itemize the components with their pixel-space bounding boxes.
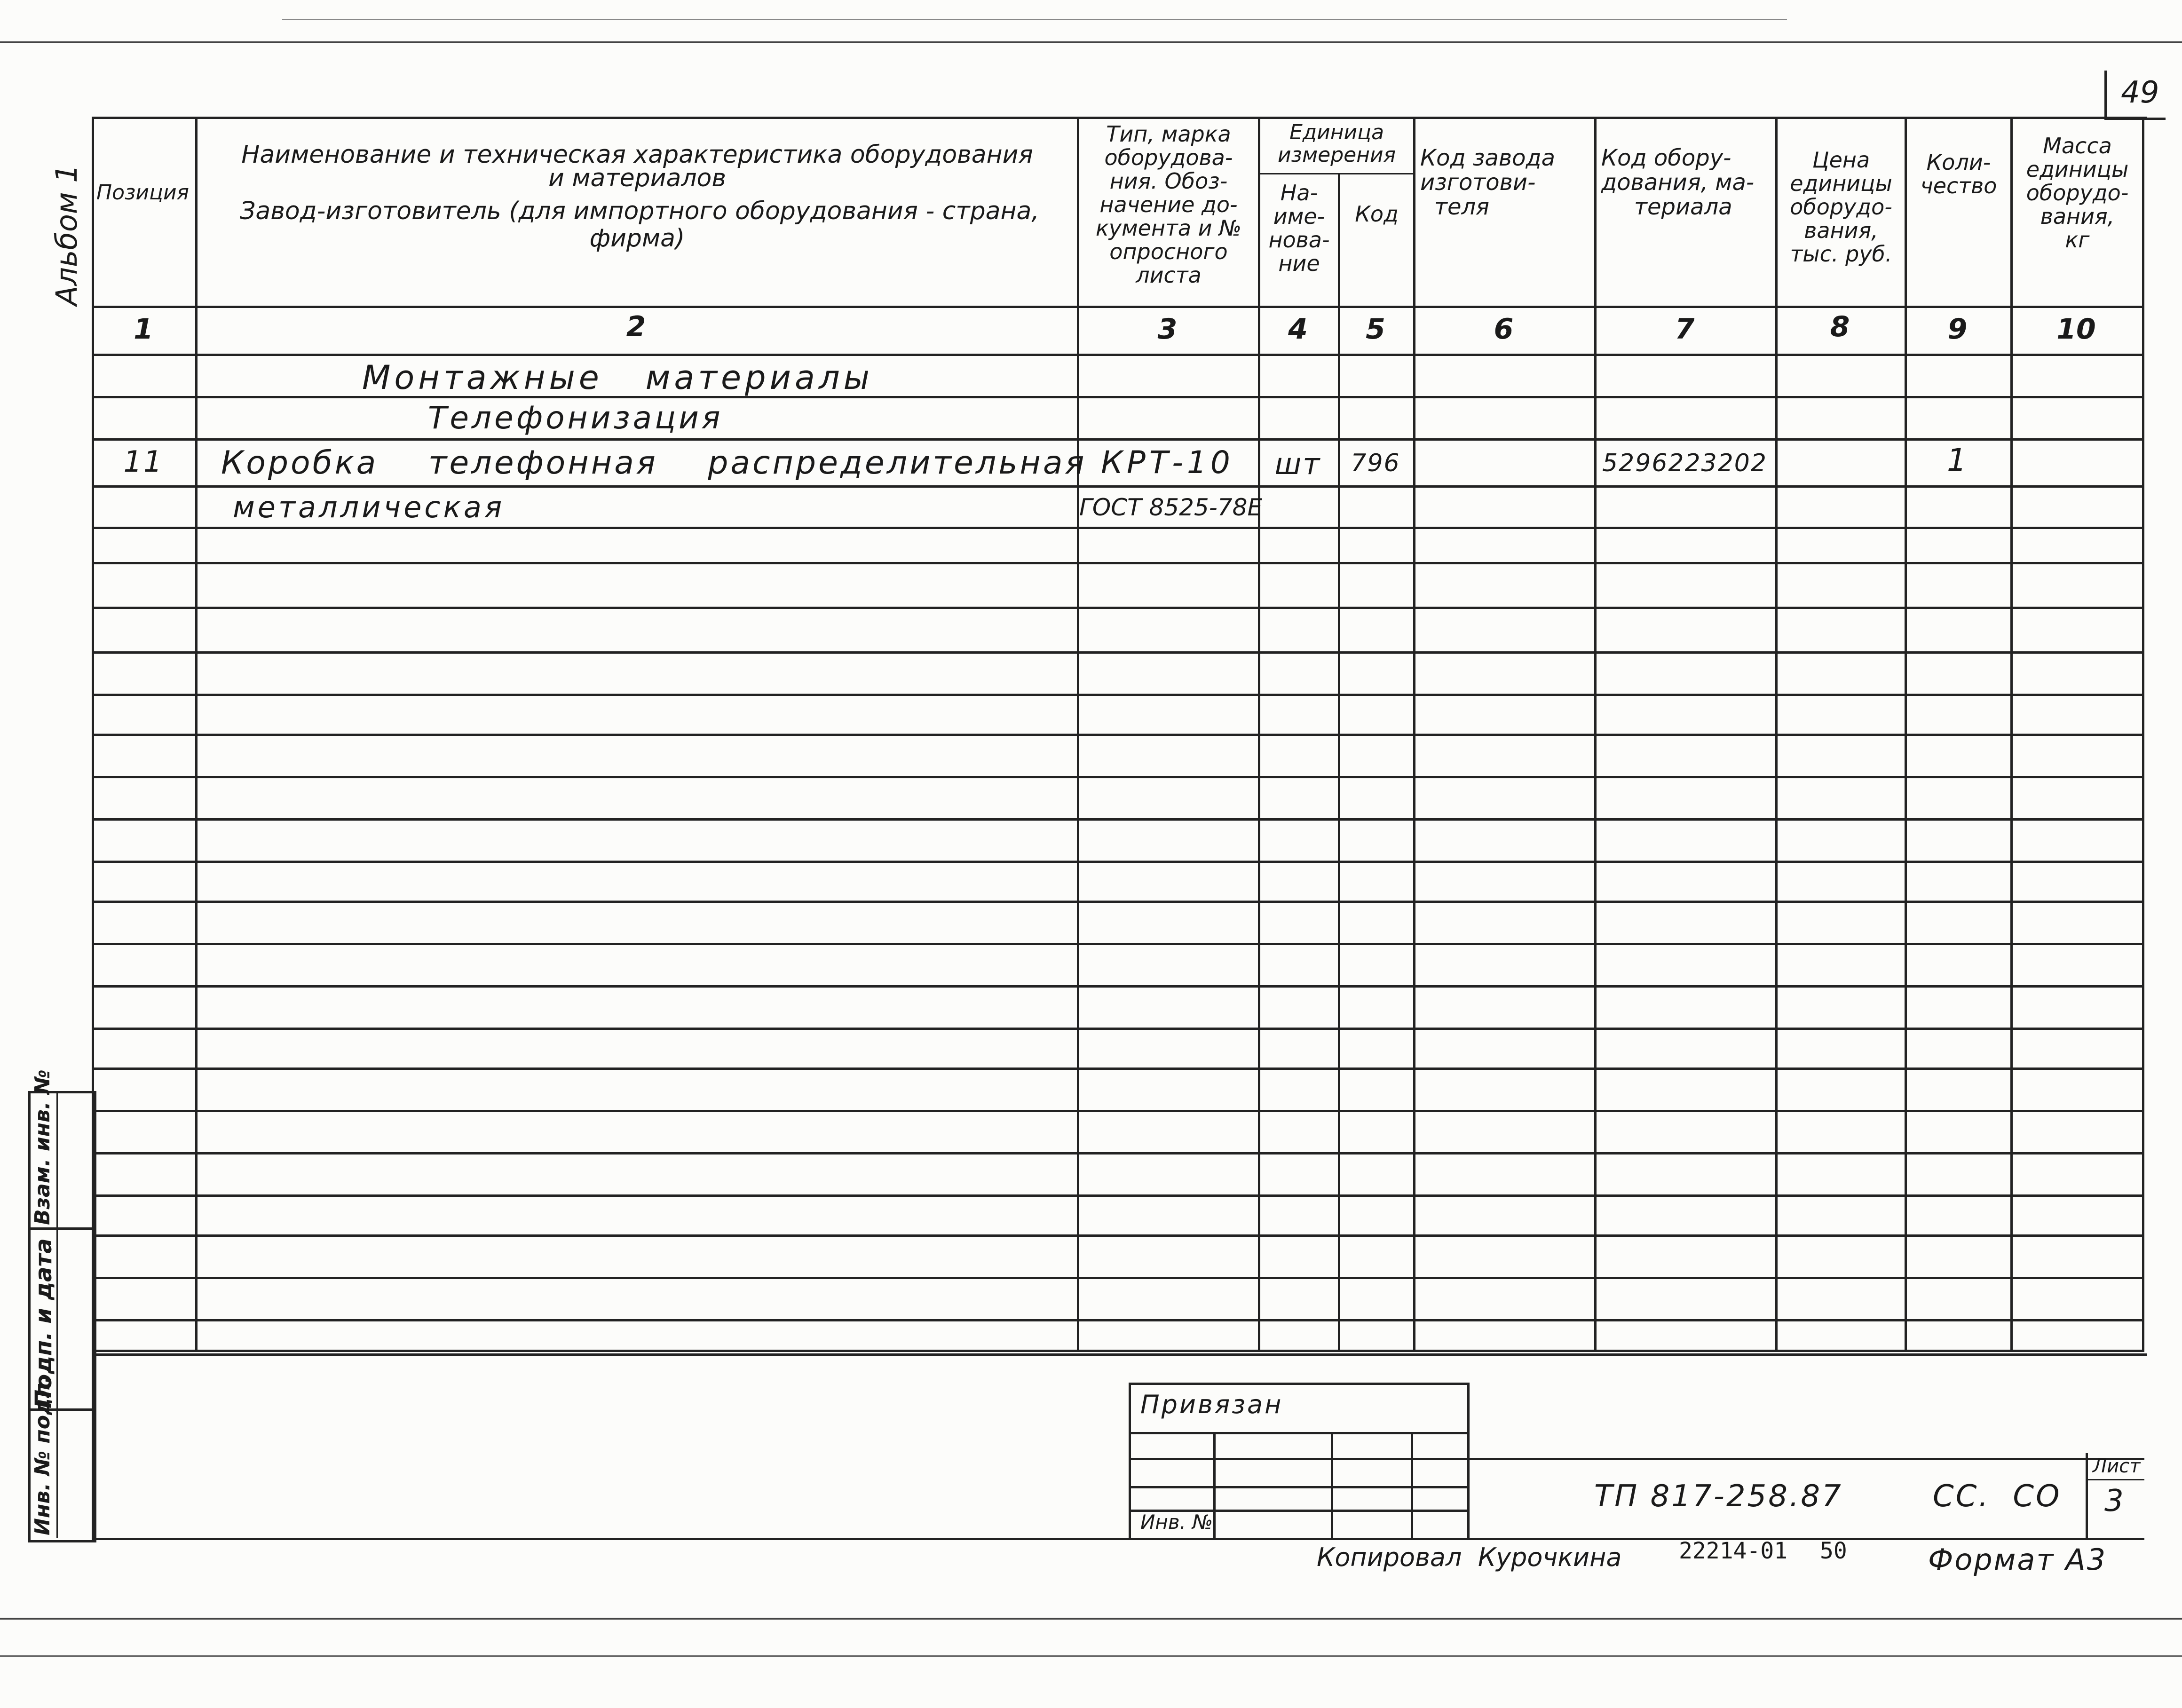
- sheet-value: 3: [2104, 1484, 2124, 1518]
- sheet-number: 49: [2121, 75, 2159, 110]
- col-number-3: 3: [1157, 313, 1178, 346]
- header-price-l2: единицы: [1790, 171, 1892, 196]
- header-price-l3: оборудо-: [1790, 194, 1892, 220]
- format-label: Формат А3: [1928, 1542, 2107, 1577]
- col-number-7: 7: [1675, 313, 1695, 346]
- row-quantity: 1: [1947, 442, 1968, 478]
- row-line: [92, 1234, 2144, 1237]
- row-line: [92, 694, 2144, 696]
- title-block-line: [1465, 1458, 2144, 1460]
- header-unit-name-l1: На-: [1280, 180, 1318, 206]
- col-number-8: 8: [1830, 310, 1850, 343]
- header-mass-l5: кг: [2065, 227, 2090, 253]
- row-line: [92, 1068, 2144, 1070]
- header-mass-l3: оборудо-: [2026, 180, 2129, 206]
- header-material-l1: Код обору-: [1601, 145, 1731, 171]
- main-table-frame: [92, 117, 2147, 1356]
- row-line: [92, 1319, 2144, 1321]
- header-material-code: [1601, 146, 1775, 219]
- section-telephony: Телефонизация: [428, 400, 723, 436]
- header-price-l1: Цена: [1812, 147, 1870, 173]
- header-position: Позиция: [96, 181, 190, 205]
- header-type-l7: листа: [1136, 262, 1202, 288]
- bottom-border-line-2: [0, 1655, 2182, 1657]
- row-material-code: 5296223202: [1602, 449, 1767, 477]
- album-label: Альбом 1: [49, 164, 84, 306]
- header-mass-l1: Масса: [2043, 133, 2112, 158]
- set-code: СС. СО: [1933, 1479, 2062, 1514]
- header-type-l3: ния. Обоз-: [1109, 168, 1228, 194]
- header-type-l1: Тип, марка: [1106, 121, 1231, 147]
- stamp-line: [1129, 1458, 1467, 1460]
- row-line: [92, 943, 2144, 945]
- row-line: [92, 901, 2144, 903]
- stamp-col: [1331, 1432, 1333, 1538]
- header-price: [1778, 148, 1905, 266]
- header-unit-l2: измерения: [1277, 143, 1396, 167]
- top-border-line: [0, 41, 2182, 43]
- row-position: 11: [123, 444, 164, 479]
- stamp-col: [1411, 1432, 1413, 1538]
- row-line: [92, 985, 2144, 988]
- header-name-line2: и материалов: [548, 164, 727, 192]
- row-line: [92, 861, 2144, 863]
- col-number-9: 9: [1947, 313, 1968, 346]
- header-unit-code: Код: [1355, 201, 1399, 227]
- header-name-line4: фирма): [589, 224, 685, 253]
- row-name: Коробка телефонная распределительная: [221, 444, 1087, 482]
- header-quantity-l2: чество: [1920, 173, 1997, 198]
- header-material-l2: дования, ма-: [1601, 169, 1755, 196]
- header-mass-l2: единицы: [2026, 157, 2129, 182]
- side-stamp-line: [28, 1227, 92, 1230]
- row-line: [92, 734, 2144, 736]
- col-number-1: 1: [134, 313, 153, 346]
- header-unit-name-l3: нова-: [1268, 227, 1330, 253]
- header-factory-l3: теля: [1434, 194, 1490, 220]
- header-price-l4: вания,: [1804, 218, 1878, 243]
- col-number-5: 5: [1366, 313, 1385, 346]
- row-line: [92, 1152, 2144, 1154]
- header-mass-l4: вания,: [2040, 204, 2115, 229]
- row-line: [92, 818, 2144, 821]
- row-line: [92, 1277, 2144, 1279]
- stamp-line: [1129, 1432, 1467, 1434]
- header-unit-l1: Единица: [1289, 120, 1384, 144]
- sheet-box-line: [2086, 1479, 2144, 1480]
- header-factory-code: [1420, 146, 1594, 219]
- document-code: ТП 817-258.87: [1594, 1479, 1843, 1514]
- header-type: [1079, 122, 1258, 287]
- table-bottom: [92, 1350, 2144, 1352]
- header-price-l5: тыс. руб.: [1790, 241, 1892, 267]
- row-unit-name: шт: [1274, 447, 1321, 481]
- col-number-2: 2: [626, 310, 646, 343]
- col-sep-4: [1338, 174, 1340, 1351]
- row-name-continued: металлическая: [233, 490, 505, 524]
- order-page: 50: [1820, 1538, 1847, 1564]
- header-unit-name-l2: име-: [1273, 204, 1325, 229]
- header-name-line1: Наименование и техническая характеристика оборудования: [241, 141, 1033, 169]
- header-mass: [2013, 134, 2142, 252]
- unit-group-divider: [1258, 173, 1413, 174]
- side-podp-data: Подп. и дата: [31, 1238, 57, 1408]
- header-name: [207, 141, 1067, 252]
- order-number: 22214-01: [1679, 1538, 1788, 1564]
- header-name-line3: Завод-изготовитель (для импортного оборудования - страна,: [240, 197, 1039, 225]
- header-bottom: [92, 306, 2144, 308]
- row-line: [92, 1028, 2144, 1030]
- header-quantity-l1: Коли-: [1926, 150, 1991, 175]
- col-number-4: 4: [1288, 313, 1308, 346]
- top-border-line-2: [282, 19, 1787, 20]
- row-line: [92, 1110, 2144, 1112]
- header-factory-l2: изготови-: [1420, 169, 1536, 196]
- section-montage: Монтажные материалы: [362, 358, 873, 397]
- numbers-bottom: [92, 354, 2144, 356]
- header-unit-group: [1260, 121, 1413, 166]
- header-factory-l1: Код завода: [1420, 145, 1556, 171]
- header-quantity: [1907, 150, 2010, 198]
- row-line: [92, 485, 2144, 488]
- row-line: [92, 607, 2144, 609]
- row-line: [92, 438, 2144, 441]
- header-unit-name: [1260, 181, 1338, 275]
- header-type-l6: опросного: [1109, 239, 1228, 264]
- row-line: [92, 527, 2144, 529]
- header-type-l5: кумента и №: [1095, 215, 1242, 241]
- row-line: [92, 1194, 2144, 1197]
- row-line: [92, 776, 2144, 778]
- side-vzam-inv: Взам. инв. №: [31, 1069, 55, 1225]
- row-type: КРТ-10: [1101, 444, 1234, 481]
- header-type-l2: оборудова-: [1104, 145, 1233, 170]
- stamp-col: [1213, 1432, 1216, 1538]
- header-type-l4: начение до-: [1099, 192, 1238, 217]
- col-number-6: 6: [1494, 313, 1514, 346]
- header-material-l3: териала: [1634, 194, 1732, 220]
- bottom-border-line: [0, 1618, 2182, 1620]
- stamp-inv-no: Инв. №: [1140, 1510, 1213, 1534]
- header-unit-name-l4: ние: [1278, 251, 1320, 276]
- sheet-label: Лист: [2093, 1455, 2141, 1477]
- row-type-continued: ГОСТ 8525-78Е: [1079, 494, 1263, 521]
- copied-by: Копировал Курочкина: [1317, 1542, 1622, 1572]
- row-line: [92, 562, 2144, 564]
- side-inv-podl: Инв. № подл.: [31, 1375, 55, 1535]
- row-unit-code: 796: [1351, 449, 1400, 477]
- stamp-privyazan: Привязан: [1140, 1390, 1283, 1419]
- row-line: [92, 651, 2144, 654]
- stamp-line: [1129, 1486, 1467, 1488]
- col-number-10: 10: [2056, 313, 2096, 346]
